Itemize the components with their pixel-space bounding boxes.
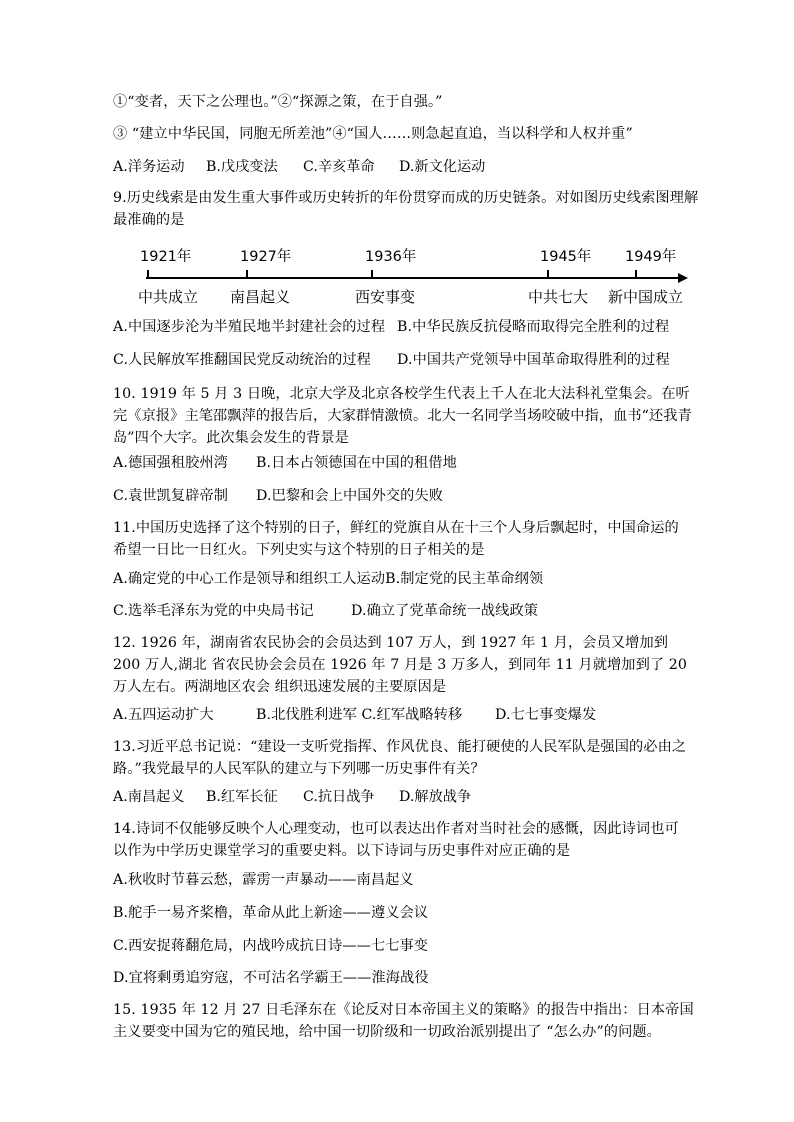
history-timeline [110, 240, 690, 308]
timeline-event-3: 中共七大 [528, 288, 589, 306]
q10-stem: 10. 1919 年 5 月 3 日晚，北京大学及北京各校学生代表上千人在北大法科礼堂集会。在听完《京报》主笔邵飘萍的报告后，大家群情激愤。北大一名同学当场咬破中指，血书“还我青岛”四个大字。此次集会发生的背景是 [113, 386, 692, 446]
q8-option-b[interactable]: B.戊戌变法 [206, 159, 278, 175]
q14-option-b[interactable]: B.舵手一易齐桨橹，革命从此上新途——遵义会议 [113, 905, 429, 921]
q12-option-d[interactable]: D.七七事变爆发 [495, 707, 597, 723]
q12-stem: 12. 1926 年，湖南省农民协会的会员达到 107 万人，到 1927 年 1 月，会员又增加到 200 万人,湖北 省农民协会会员在 1926 年 7 月是 3 万多人，到同年 11 月就增加到了 20 万人左右。两湖地区农会 组织迅速发展的主要原因是 [113, 635, 688, 695]
q10-option-a[interactable]: A.德国强租胶州湾 [113, 455, 228, 471]
q9-option-c-text: C.人民解放军推翻国民党反动统治的过程 [113, 352, 371, 368]
q9-option-d-text: D.中国共产党领导中国革命取得胜利的过程 [397, 352, 670, 368]
q15-stem: 15. 1935 年 12 月 27 日毛泽东在《论反对日本帝国主义的策略》的报告中指出：日本帝国主义要变中国为它的殖民地，给中国一切阶级和一切政治派别提出了 “怎么办”的问题。 [113, 1002, 694, 1040]
q8-option-d[interactable]: D.新文化运动 [399, 159, 486, 175]
timeline-arrow-icon [678, 273, 688, 283]
timeline-year-1: 1927年 [240, 249, 292, 265]
timeline-event-4: 新中国成立 [608, 288, 684, 306]
q13-option-c[interactable]: C.抗日战争 [303, 789, 375, 805]
timeline-year-3: 1945年 [540, 249, 592, 265]
q14-stem: 14.诗词不仅能够反映个人心理变动，也可以表达出作者对当时社会的感慨，因此诗词也可以作为中学历史课堂学习的重要史料。以下诗词与历史事件对应正确的是 [113, 821, 679, 859]
q9-stem: 9.历史线索是由发生重大事件或历史转折的年份贯穿而成的历史链条。对如图历史线索图理解最准确的是 [113, 190, 699, 228]
q9-option-d[interactable] [397, 350, 697, 370]
q8-option-c[interactable]: C.辛亥革命 [303, 159, 375, 175]
q13-option-a[interactable]: A.南昌起义 [113, 789, 185, 805]
q9-option-b-text: B.中华民族反抗侵略而取得完全胜利的过程 [397, 319, 670, 335]
q11-stem: 11.中国历史选择了这个特别的日子，鲜红的党旗自从在十三个人身后飘起时，中国命运的希望一日比一日红火。下列史实与这个特别的日子相关的是 [113, 520, 679, 558]
q11-option-ab[interactable]: A.确定党的中心工作是领导和组织工人运动B.制定党的民主革命纲领 [113, 571, 544, 587]
q14-option-d[interactable]: D.宜将剩勇追穷寇，不可沽名学霸王——淮海战役 [113, 970, 429, 986]
q8-quote-line-1: ①“变者，天下之公理也。”②“探源之策，在于自强。” [113, 94, 443, 110]
q13-stem: 13.习近平总书记说：“建设一支听党指挥、作风优良、能打硬使的人民军队是强国的必由之路。”我党最早的人民军队的建立与下列哪一历史事件有关？ [113, 739, 687, 777]
q13-option-d[interactable]: D.解放战争 [399, 789, 472, 805]
q10-option-c[interactable]: C.袁世凯复辟帝制 [113, 488, 229, 504]
q12-option-bc[interactable]: B.北伐胜利进军 C.红军战略转移 [256, 707, 463, 723]
q8-quote-line-2: ③ “建立中华民国，同胞无所差池”④“国人……则急起直追，当以科学和人权并重” [113, 126, 633, 142]
timeline-year-2: 1936年 [365, 249, 417, 265]
q11-option-c[interactable]: C.选举毛泽东为党的中央局书记 [113, 603, 314, 619]
timeline-event-0: 中共成立 [138, 288, 199, 306]
timeline-event-2: 西安事变 [355, 288, 416, 306]
timeline-year-0: 1921年 [140, 249, 192, 265]
q8-option-a[interactable]: A.洋务运动 [113, 159, 185, 175]
q11-option-d[interactable]: D.确立了党革命统一战线政策 [351, 603, 539, 619]
q13-option-b[interactable]: B.红军长征 [206, 789, 278, 805]
timeline-year-4: 1949年 [625, 249, 677, 265]
q9-option-a-text: A.中国逐步沦为半殖民地半封建社会的过程 [113, 319, 386, 335]
q12-option-a[interactable]: A.五四运动扩大 [113, 707, 214, 723]
q10-option-d[interactable]: D.巴黎和会上中国外交的失败 [256, 488, 444, 504]
timeline-event-1: 南昌起义 [230, 288, 291, 306]
q10-option-b[interactable]: B.日本占领德国在中国的租借地 [256, 455, 457, 471]
q9-option-b[interactable] [397, 317, 697, 337]
q14-option-c[interactable]: C.西安捉蒋翻危局，内战吟成抗日诗——七七事变 [113, 938, 429, 954]
q14-option-a[interactable]: A.秋收时节暮云愁，霹雳一声暴动——南昌起义 [113, 872, 414, 888]
